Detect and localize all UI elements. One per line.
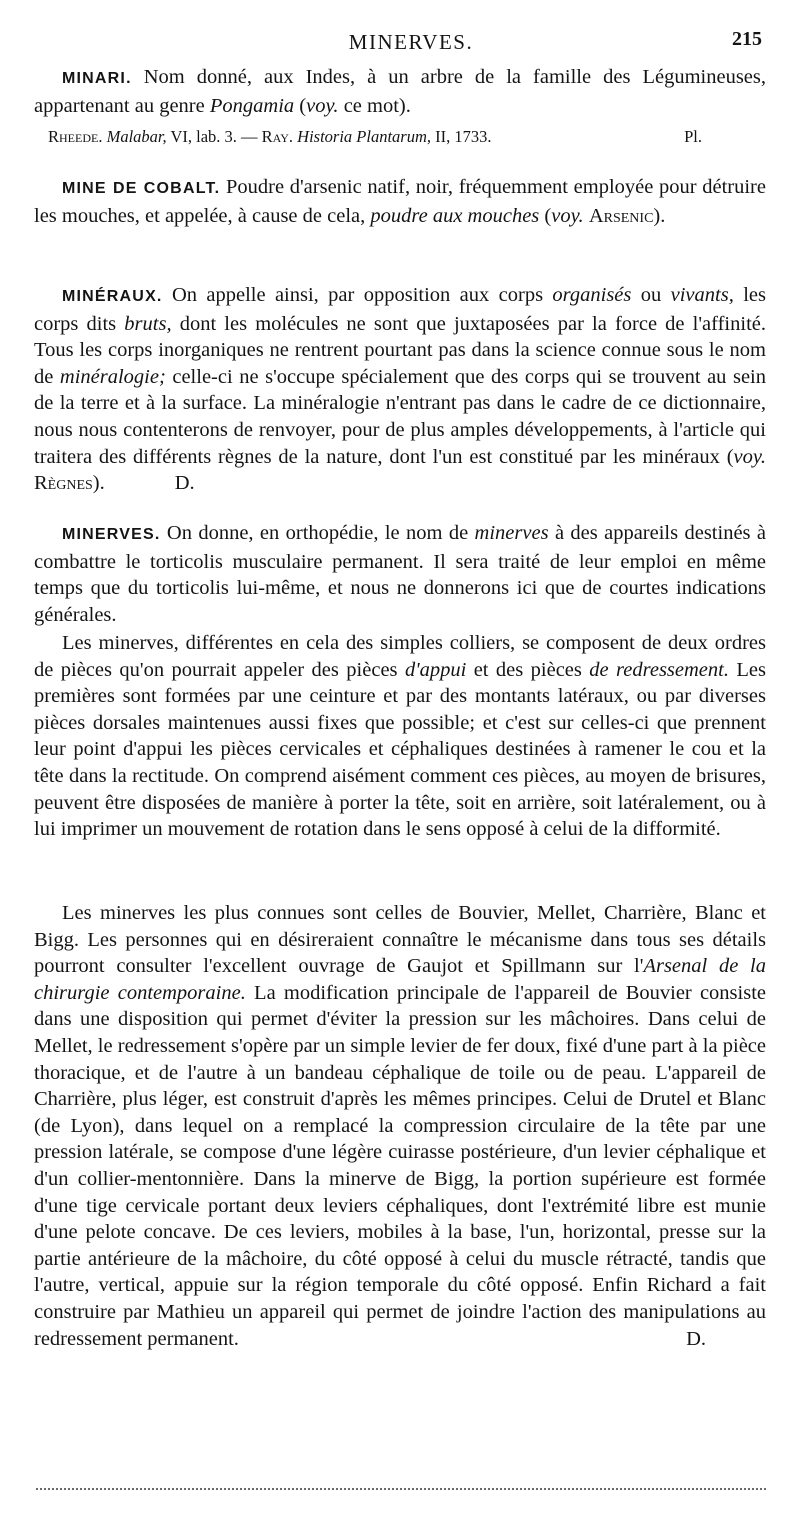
mineraux-term-1: organisés <box>552 284 632 306</box>
minari-references <box>34 126 766 148</box>
minari-text-c: ce mot). <box>338 94 411 117</box>
headword-minari: MINARI. <box>62 70 132 87</box>
entry-mineraux <box>34 282 766 497</box>
minerves-signature: D. <box>686 1327 706 1350</box>
minerves-p2-b: et des pièces <box>466 658 590 681</box>
minerves-p2-term-1: d'appui <box>404 658 467 681</box>
minerves-p1-a: On donne, en orthopédie, le nom de <box>160 522 475 544</box>
mineraux-text-a: On appelle ainsi, par opposition aux corps <box>162 284 553 306</box>
ref-author-ray: Ray. <box>261 127 294 146</box>
running-head <box>60 30 762 60</box>
headword-mineraux: MINÉRAUX. <box>62 288 163 305</box>
cobalt-text-b: ( <box>539 204 552 227</box>
ref-detail-1: VI, lab. 3. — <box>166 127 262 146</box>
minerves-p3-b: La modification principale de l'appareil de Bouvier consiste dans une disposition qui permet d'éviter la pression sur les mâchoires. Dans celui de Mellet, le redressement s'opère par un simple levier de fer doux, fixé d'une part à la pièce thoracique, et de l'autre à un bandeau céphalique de toile ou de peau. L'appareil de Charrière, plus léger, est construit d'après les mêmes principes. Celui de Drutel et Blanc (de Lyon), dans lequel on a remplacé la compression circulaire de la tête par une pression latérale, se compose d'une légère cuirasse postérieure, d'un levier céphalique et d'un collier-mentonnière. Dans la minerve de Bigg, la portion supérieure est formée d'une tige cervicale portant deux leviers céphaliques, dont l'extrémité libre est munie d'une pelote concave. De ces leviers, mobiles à la base, l'un, horizontal, presse sur la partie antérieure de la mâchoire, du côté opposé à celui du muscle rétracté, tandis que l'autre, vertical, appuie sur la région temporale du côté opposé. Enfin Richard a fait construire par Mathieu un appareil qui permet de joindre l'action des manipulations au redressement permanent. <box>34 981 766 1350</box>
entry-mine-de-cobalt <box>34 174 766 229</box>
headword-minerves: MINERVES. <box>62 526 161 543</box>
mineraux-text-b: ou <box>631 284 671 306</box>
minerves-p1-b: à des appareils destinés à combattre le torticolis musculaire permanent. Il sera traité de leur emploi en même temps que du torticolis lui-même, et nous ne donnerons ici que de courtes indications générales. <box>34 522 766 626</box>
minari-voy: voy. <box>306 94 339 117</box>
cobalt-term: poudre aux mouches <box>370 204 540 227</box>
entry-minari <box>34 64 766 119</box>
cobalt-voy: voy. <box>551 204 584 227</box>
ref-author-rheede: Rheede. <box>48 127 103 146</box>
mineraux-text-f: ). <box>92 472 105 495</box>
minari-text-a: Nom donné, aux Indes, à un arbre de la famille des Légumineuses, appartenant au genre <box>34 66 766 117</box>
mineraux-voy: voy. <box>733 445 766 468</box>
minari-signature: Pl. <box>684 127 702 146</box>
minerves-p1-term: minerves <box>474 522 549 544</box>
ref-work-malabar: Malabar, <box>106 127 167 146</box>
headword-mine-de-cobalt: MINE DE COBALT. <box>62 180 221 197</box>
cobalt-text-a: Poudre d'arsenic natif, noir, fréquemment employée pour détruire les mouches, et appelée, à cause de cela, <box>34 176 766 227</box>
minerves-p2-term-2: de redressement. <box>589 658 729 681</box>
ref-work-historia: Historia Plantarum, <box>297 127 432 146</box>
minerves-p3-a: Les minerves les plus connues sont celles de Bouvier, Mellet, Charrière, Blanc et Bigg. Les personnes qui en désireraient connaître le mécanisme dans tous ses détails pourront consulter l'excellent ouvrage de Gaujot et Spillmann sur l' <box>34 902 766 978</box>
cobalt-xref: Arsenic <box>588 204 654 227</box>
entry-minerves-p1 <box>34 520 766 628</box>
entry-minerves-p2 <box>34 630 766 843</box>
mineraux-text-e: celle-ci ne s'occupe spécialement que des corps qui se trouvent au sein de la terre et à la surface. La minéralogie n'entrant pas dans le cadre de ce dictionnaire, nous nous contenterons de renvoyer, pour de plus amples développements, à l'article qui traitera des différents règnes de la nature, dont l'un est constitué par les minéraux ( <box>34 365 767 468</box>
page-number: 215 <box>732 28 762 50</box>
minerves-p3-term: Arsenal de la chirurgie contemporaine. <box>34 955 766 1004</box>
running-title: MINERVES. <box>348 30 474 54</box>
mineraux-term-2: vivants, <box>670 284 734 306</box>
minari-text-b: ( <box>294 94 307 117</box>
minerves-p2-a: Les minerves, différentes en cela des simples colliers, se composent de deux ordres de pièces qu'on pourrait appeler des pièces <box>34 632 766 681</box>
bottom-dotted-rule <box>36 1488 766 1490</box>
mineraux-signature: D. <box>174 472 195 495</box>
cobalt-text-c: ). <box>653 204 666 227</box>
entry-minerves-p3 <box>34 900 766 1352</box>
minari-genus: Pongamia <box>209 94 295 117</box>
mineraux-text-d: dont les molécules ne sont que juxtaposées par la force de l'affinité. Tous les corps inorganiques ne rentrent pourtant pas dans la science connue sous le nom de <box>34 312 766 388</box>
ref-detail-2: II, 1733. <box>431 127 492 146</box>
minerves-p2-c: Les premières sont formées par une ceinture et par des montants latéraux, ou par diverses pièces dorsales maintenues aussi fixes que possible; et c'est sur celles-ci que prennent leur point d'appui les pièces cervicales et céphaliques destinées à ramener le cou et la tête dans la rectitude. On comprend aisément comment ces pièces, au moyen de brisures, peuvent être disposées de manière à porter la tête, soit en arrière, soit latéralement, ou à lui imprimer un mouvement de rotation dans le sens opposé à celui de la difformité. <box>34 658 766 841</box>
mineraux-text-c: les corps dits <box>34 284 766 335</box>
mineraux-xref: Règnes <box>34 472 93 495</box>
mineraux-term-4: minéralogie; <box>59 365 166 388</box>
mineraux-term-3: bruts, <box>124 312 172 335</box>
